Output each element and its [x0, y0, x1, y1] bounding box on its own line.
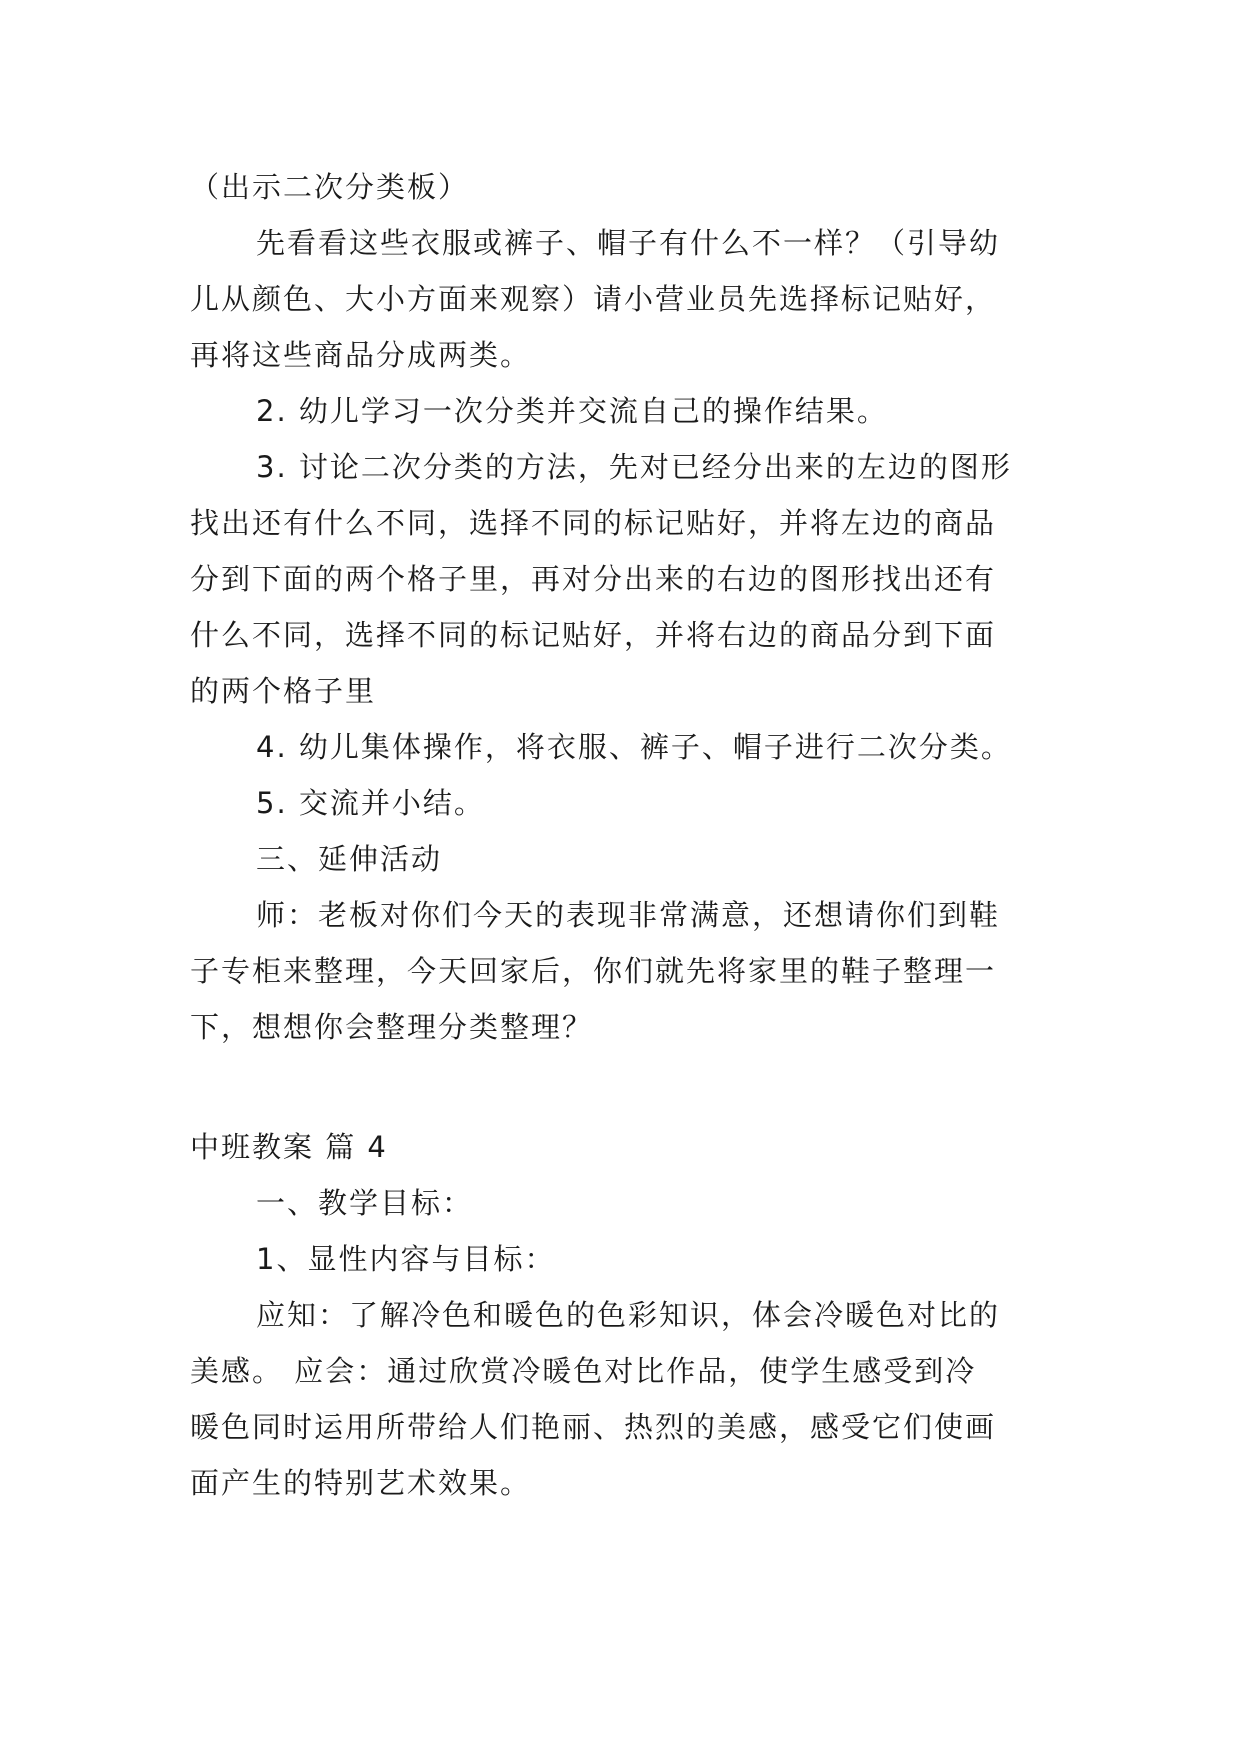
- section-title: 中班教案 篇 4: [190, 1130, 388, 1164]
- paragraph-line: 的两个格子里: [190, 674, 377, 708]
- paragraph-line: 什么不同，选择不同的标记贴好，并将右边的商品分到下面: [190, 618, 997, 652]
- section-heading: 三、延伸活动: [256, 842, 443, 876]
- paragraph-line: 面产生的特别艺术效果。: [190, 1466, 532, 1500]
- paragraph-line: 暖色同时运用所带给人们艳丽、热烈的美感，感受它们使画: [190, 1410, 997, 1444]
- paragraph-line: 找出还有什么不同，选择不同的标记贴好，并将左边的商品: [190, 506, 997, 540]
- paragraph-line: 美感。 应会：通过欣赏冷暖色对比作品，使学生感受到冷: [190, 1354, 977, 1388]
- paragraph-line: 应知：了解冷色和暖色的色彩知识，体会冷暖色对比的: [256, 1298, 1001, 1332]
- paragraph-line: 子专柜来整理，今天回家后，你们就先将家里的鞋子整理一: [190, 954, 997, 988]
- paragraph-line: 5. 交流并小结。: [256, 786, 485, 820]
- paragraph-line: 儿从颜色、大小方面来观察）请小营业员先选择标记贴好，: [190, 282, 997, 316]
- subsection-heading: 1、显性内容与目标：: [256, 1242, 556, 1276]
- paragraph-line: 师：老板对你们今天的表现非常满意，还想请你们到鞋: [256, 898, 1001, 932]
- paragraph-line: 2. 幼儿学习一次分类并交流自己的操作结果。: [256, 394, 888, 428]
- paragraph-line: 4. 幼儿集体操作，将衣服、裤子、帽子进行二次分类。: [256, 730, 1012, 764]
- paragraph-line: （出示二次分类板）: [190, 170, 470, 204]
- paragraph-line: 分到下面的两个格子里，再对分出来的右边的图形找出还有: [190, 562, 997, 596]
- paragraph-line: 再将这些商品分成两类。: [190, 338, 532, 372]
- section-heading: 一、教学目标：: [256, 1186, 474, 1220]
- paragraph-line: 3. 讨论二次分类的方法，先对已经分出来的左边的图形: [256, 450, 1012, 484]
- paragraph-line: 下，想想你会整理分类整理？: [190, 1010, 594, 1044]
- paragraph-line: 先看看这些衣服或裤子、帽子有什么不一样？（引导幼: [256, 226, 1001, 260]
